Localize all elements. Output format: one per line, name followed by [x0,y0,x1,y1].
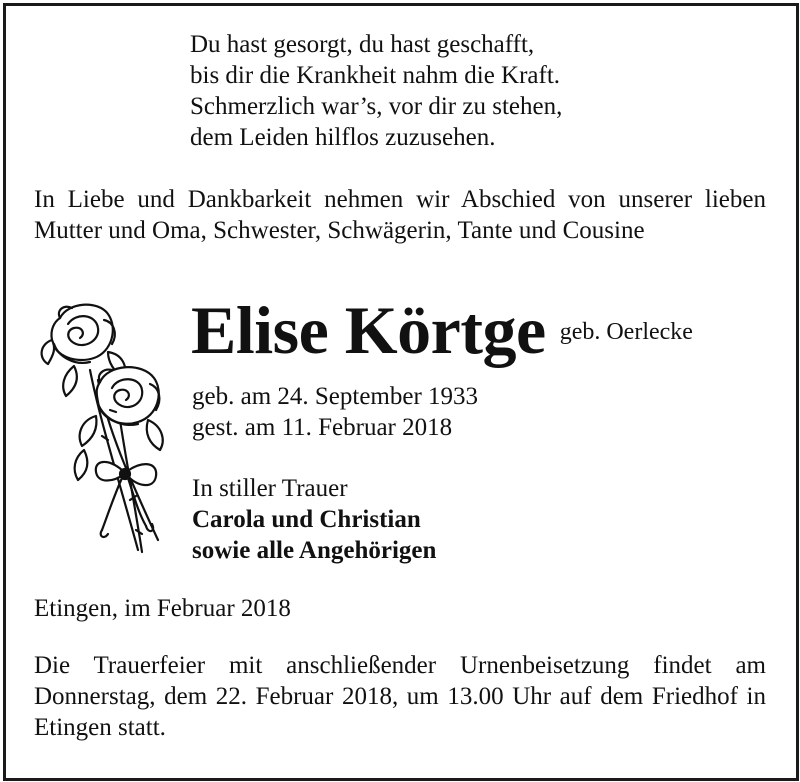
mourner-names: Carola und Christian [192,506,421,533]
poem-line: bis dir die Krankheit nahm die Kraft. [190,62,561,89]
place-date: Etingen, im Februar 2018 [34,595,291,622]
life-dates [192,381,478,443]
deceased-name-row [191,294,693,366]
birth-date: geb. am 24. September 1933 [192,383,479,410]
mourning-phrase: In stiller Trauer [192,475,348,502]
mourners [192,473,436,566]
poem [190,29,562,153]
intro-text: In Liebe und Dankbarkeit nehmen wir Abschied von unserer lieben Mutter und Oma, Schwester, Schwägerin, Tante und Cousine [34,186,766,244]
death-date: gest. am 11. Februar 2018 [192,414,453,441]
poem-line: Du hast gesorgt, du hast geschafft, [190,31,535,58]
funeral-info: Die Trauerfeier mit anschließender Urnenbeisetzung findet am Donnerstag, dem 22. Februar 2018, um 13.00 Uhr auf dem Friedhof in Etingen statt. [34,652,766,741]
deceased-name: Elise Körtge [191,292,546,368]
roses-icon [38,300,178,568]
birth-name: geb. Oerlecke [559,319,693,345]
poem-line: Schmerzlich war’s, vor dir zu stehen, [190,93,563,120]
mourner-relatives: sowie alle Angehörigen [192,537,437,564]
poem-line: dem Leiden hilflos zuzusehen. [190,124,496,151]
